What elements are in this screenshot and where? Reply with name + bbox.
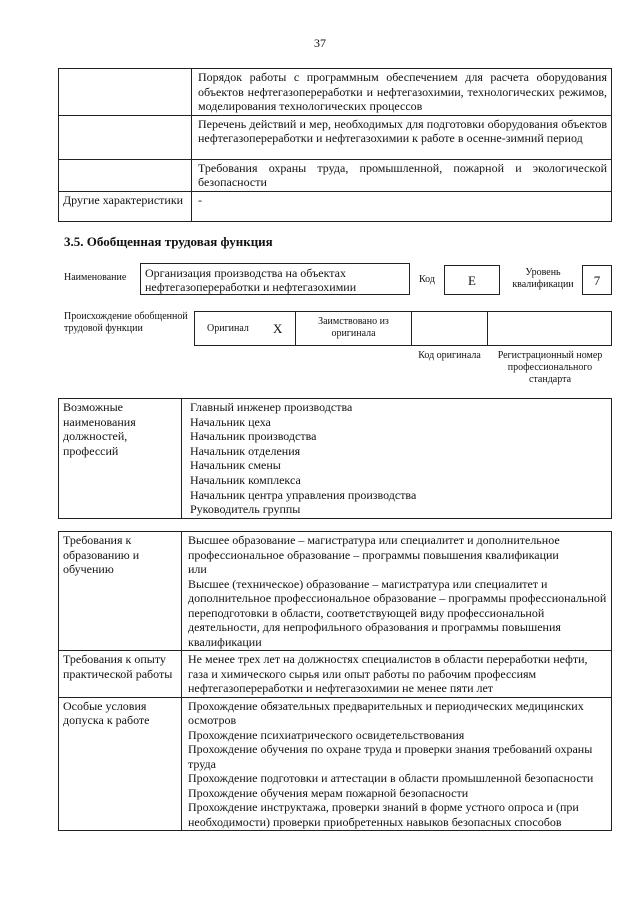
education-label: Требования к образованию и обучению <box>59 532 182 651</box>
list-item: Начальник производства <box>190 429 317 444</box>
table-row <box>59 191 612 221</box>
row-value: - <box>192 191 612 221</box>
level-label: Уровень квалификации <box>512 267 574 290</box>
table-row <box>59 399 612 519</box>
positions-list <box>182 399 612 519</box>
paragraph: Прохождение подготовки и аттестации в области промышленной безопасности <box>188 771 594 785</box>
requirements-table <box>58 531 612 831</box>
section-title: 3.5. Обобщенная трудовая функция <box>64 234 273 249</box>
list-item: Начальник отделения <box>190 443 301 458</box>
list-item: Начальник цеха <box>190 414 271 429</box>
paragraph: Прохождение психиатрического освидетельствования <box>188 727 465 742</box>
paragraph: Прохождение обучения мерам пожарной безопасности <box>188 785 469 800</box>
paragraph: Прохождение инструктажа, проверки знаний в форме устного опроса и (при необходимости) проверки приобретенных навыков безопасных способов <box>188 800 579 829</box>
row-label <box>59 115 192 159</box>
list-item: Начальник центра управления производства <box>190 487 417 502</box>
knowledge-table <box>58 68 612 222</box>
original-label: Оригинал <box>207 323 249 334</box>
table-row <box>59 69 612 116</box>
row-label <box>59 159 192 191</box>
table-row <box>59 697 612 831</box>
row-value: Порядок работы с программным обеспечением для расчета оборудования объектов нефтегазопереработки и нефтегазохимии, технологических режимов, моделирования технологических процессов <box>192 69 612 116</box>
row-label <box>59 69 192 116</box>
list-item: Начальник комплекса <box>190 472 301 487</box>
row-label: Другие характеристики <box>59 191 192 221</box>
table-row <box>59 651 612 698</box>
origin-label: Происхождение обобщенной трудовой функции <box>64 311 188 334</box>
original-code-cell <box>411 311 488 346</box>
paragraph: Прохождение обязательных предварительных и периодических медицинских осмотров <box>188 698 584 727</box>
list-item: Начальник смены <box>190 458 281 473</box>
list-item: Главный инженер производства <box>190 400 353 414</box>
experience-label: Требования к опыту практической работы <box>59 651 182 698</box>
level-value: 7 <box>582 265 612 295</box>
education-value <box>182 532 612 651</box>
code-value: E <box>444 265 500 295</box>
positions-label: Возможные наименования должностей, профессий <box>59 399 182 519</box>
reg-number-cell <box>487 311 612 346</box>
reg-caption: Регистрационный номер профессионального стандарта <box>497 350 603 385</box>
table-row <box>59 532 612 651</box>
page-number: 37 <box>314 36 326 50</box>
code-caption: Код оригинала <box>418 350 481 361</box>
table-row <box>59 115 612 159</box>
naming-value: Организация производства на объектах нефтегазопереработки и нефтегазохимии <box>140 263 410 295</box>
paragraph: или <box>188 562 207 576</box>
paragraph: Высшее (техническое) образование – магистратура или специалитет и дополнительное профессиональное образование – программы профессиональной переподготовки в области, соответствующей виду профессиональной деятельности, для непрофильного образования и программы повышения квалификации <box>188 576 607 649</box>
paragraph: Прохождение обучения по охране труда и проверки знания требований охраны труда <box>188 742 593 771</box>
borrowed-cell: Заимствовано из оригинала <box>295 311 412 346</box>
positions-table <box>58 398 612 519</box>
admission-label: Особые условия допуска к работе <box>59 697 182 831</box>
table-row <box>59 159 612 191</box>
code-label: Код <box>419 274 435 285</box>
row-value: Требования охраны труда, промышленной, пожарной и экологической безопасности <box>192 159 612 191</box>
original-mark: X <box>273 321 283 336</box>
row-value: Перечень действий и мер, необходимых для подготовки оборудования объектов нефтегазопереработки и нефтегазохимии к работе в осенне-зимний период <box>192 115 612 159</box>
original-cell <box>194 311 296 346</box>
paragraph: Не менее трех лет на должностях специалистов в области переработки нефти, газа и химического сырья или опыт работы по рабочим профессиям нефтегазопереработки и нефтегазохимии не менее пяти лет <box>188 652 588 695</box>
naming-label: Наименование <box>64 272 127 283</box>
list-item: Руководитель группы <box>190 502 301 517</box>
paragraph: Высшее образование – магистратура или специалитет и дополнительное профессиональное образование – программы повышения квалификации <box>188 533 560 562</box>
admission-value <box>182 697 612 831</box>
experience-value <box>182 651 612 698</box>
